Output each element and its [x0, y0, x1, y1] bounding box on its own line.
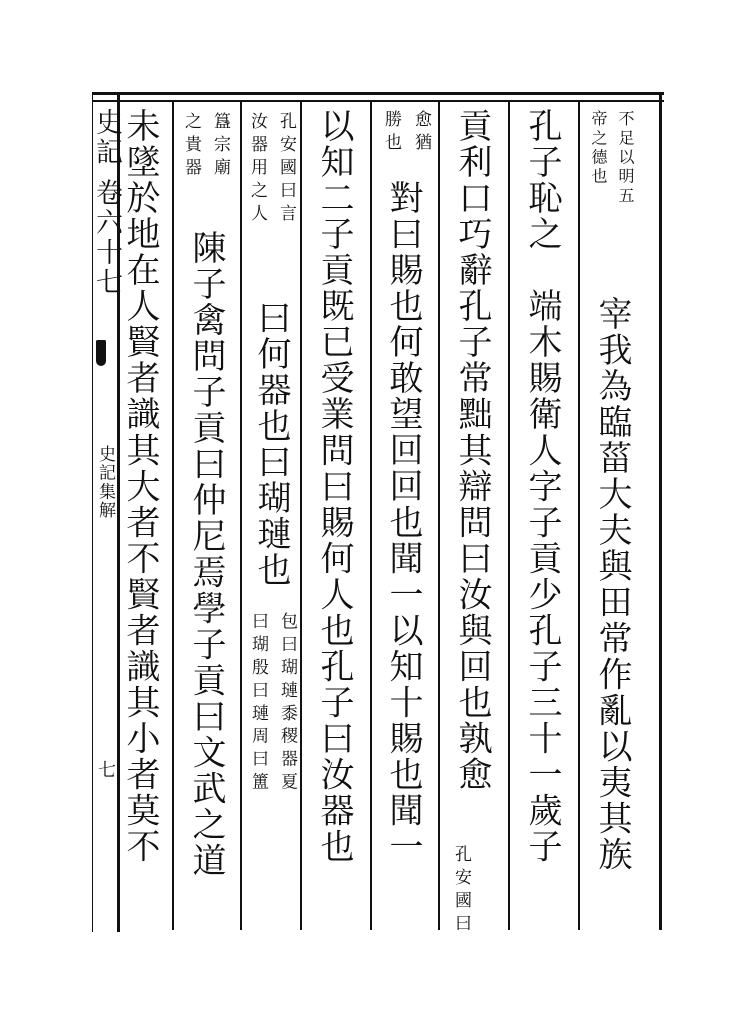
annotation-column: 孔安國曰言	[276, 112, 296, 227]
margin-subtitle: 史記集解	[95, 445, 115, 520]
margin-title: 史記 卷六十七	[91, 108, 122, 298]
column-divider	[370, 100, 372, 930]
text-column: 曰何器也曰瑚璉也	[251, 300, 291, 589]
annotation-column: 曰瑚殷曰璉周曰簠	[248, 612, 268, 796]
annotation-column: 之貴器	[181, 112, 201, 181]
text-column: 宰我為臨菑大夫與田常作亂以夷其族	[592, 296, 632, 873]
text-column: 貢利口巧辭孔子常黜其辯問曰汝與回也孰愈	[452, 108, 492, 793]
text-column: 對曰賜也何敢望回回也聞一以知十賜也聞一	[383, 180, 423, 865]
right-border	[659, 92, 662, 930]
annotation-column: 不足以明五	[616, 110, 635, 206]
text-column: 孔子恥之 端木賜衛人字子貢少孔子三十一歲子	[522, 108, 562, 865]
column-divider	[508, 100, 510, 930]
column-divider	[300, 100, 302, 930]
annotation-column: 汝器用之人	[247, 112, 267, 227]
annotation-column: 愈猶	[411, 110, 431, 156]
text-column: 以知二子貢既已受業問曰賜何人也孔子曰汝器也	[314, 108, 354, 865]
annotation-column: 包曰瑚璉黍稷器夏	[277, 612, 297, 796]
annotation-column: 孔安國曰	[451, 845, 471, 937]
fishtail-mark	[96, 340, 106, 366]
column-divider	[578, 100, 580, 930]
column-divider	[172, 100, 174, 930]
page-number: 七	[95, 760, 116, 778]
annotation-column: 帝之德也	[589, 110, 608, 187]
top-border	[92, 92, 664, 95]
text-column: 陳子禽問子貢曰仲尼焉學子貢曰文武之道	[186, 230, 226, 879]
annotation-column: 勝也	[381, 110, 401, 156]
annotation-column: 簋宗廟	[210, 112, 230, 181]
column-divider	[240, 100, 242, 930]
column-divider	[438, 100, 440, 930]
text-column: 未墜於地在人賢者識其大者不賢者識其小者莫不	[120, 108, 160, 865]
